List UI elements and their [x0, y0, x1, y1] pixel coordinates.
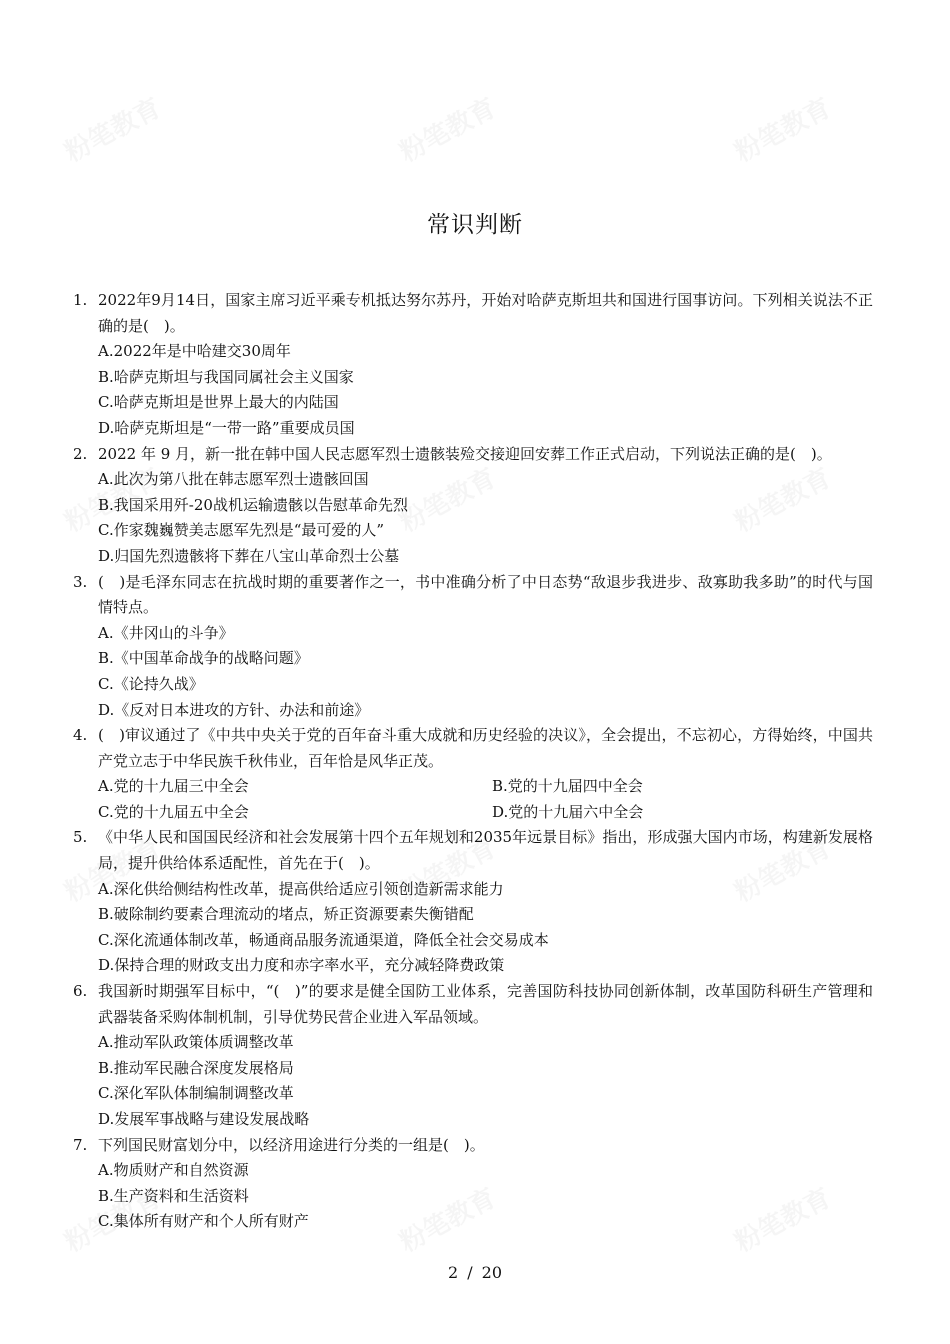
question-7 [73, 1133, 873, 1235]
question-stem [73, 442, 873, 468]
question-4 [73, 723, 873, 825]
question-text: ( )是毛泽东同志在抗战时期的重要著作之一，书中准确分析了中日态势“敌退步我进步、敌寡助我多助”的时代与国情特点。 [98, 572, 873, 617]
question-text: 《中华人民和国国民经济和社会发展第十四个五年规划和2035年远景目标》指出，形成强大国内市场，构建新发展格局，提升供给体系适配性，首先在于( )。 [98, 828, 873, 873]
option-list [73, 621, 873, 723]
option-b: B.生产资料和生活资料 [98, 1186, 249, 1205]
watermark [392, 88, 501, 170]
question-stem [73, 825, 873, 876]
option-a: A.2022年是中哈建交30周年 [98, 342, 291, 361]
option-a: A.《井冈山的斗争》 [98, 623, 234, 642]
option-c: C.集体所有财产和个人所有财产 [98, 1212, 309, 1231]
question-number: 4. [73, 726, 88, 745]
question-text: 2022 年 9 月，新一批在韩中国人民志愿军烈士遗骸装殓交接迎回安葬工作正式启动，下列说法正确的是( )。 [98, 444, 832, 463]
question-number: 6. [73, 982, 88, 1001]
question-stem [73, 979, 873, 1030]
question-text: ( )审议通过了《中共中央关于党的百年奋斗重大成就和历史经验的决议》，全会提出，不忘初心，方得始终，中国共产党立志于中华民族千秋伟业，百年恰是风华正茂。 [98, 726, 873, 770]
option-b: B.《中国革命战争的战略问题》 [98, 649, 309, 668]
question-text: 我国新时期强军目标中，“( )”的要求是健全国防工业体系，完善国防科技协同创新体制，改革国防科研生产管理和武器装备采购体制机制，引导优势民营企业进入军品领域。 [98, 982, 873, 1026]
option-a: A.物质财产和自然资源 [98, 1161, 249, 1180]
option-a: A.党的十九届三中全会 [98, 777, 249, 796]
option-a: A.深化供给侧结构性改革，提高供给适应引领创造新需求能力 [98, 879, 504, 898]
option-b: B.我国采用歼-20战机运输遗骸以告慰革命先烈 [98, 495, 408, 514]
option-c: C.哈萨克斯坦是世界上最大的内陆国 [98, 393, 339, 412]
option-list [73, 877, 873, 979]
question-stem [73, 570, 873, 621]
question-stem [73, 288, 873, 339]
question-number: 7. [73, 1135, 88, 1154]
option-list [73, 1030, 873, 1132]
question-5 [73, 825, 873, 979]
question-text: 下列国民财富划分中，以经济用途进行分类的一组是( )。 [98, 1135, 485, 1154]
question-stem [73, 1133, 873, 1159]
option-d: D.发展军事战略与建设发展战略 [98, 1110, 310, 1128]
option-list [73, 339, 873, 441]
option-d: D.《反对日本进攻的方针、办法和前途》 [98, 700, 370, 719]
option-c: C.《论持久战》 [98, 674, 204, 693]
option-b: B.破除制约要素合理流动的堵点，矫正资源要素失衡错配 [98, 905, 474, 924]
question-stem [73, 723, 873, 774]
question-number: 5. [73, 828, 88, 847]
option-b: B.党的十九届四中全会 [492, 777, 643, 796]
option-d: D.党的十九届六中全会 [492, 802, 644, 821]
option-list [73, 1158, 873, 1235]
option-a: A.推动军队政策体质调整改革 [98, 1033, 294, 1052]
watermark [57, 88, 166, 170]
option-d: D.归国先烈遗骸将下葬在八宝山革命烈士公墓 [98, 546, 400, 565]
option-c: C.作家魏巍赞美志愿军先烈是“最可爱的人” [98, 521, 385, 540]
option-c: C.深化流通体制改革，畅通商品服务流通渠道，降低全社会交易成本 [98, 930, 549, 949]
option-d: D.哈萨克斯坦是“一带一路”重要成员国 [98, 418, 355, 437]
question-1 [73, 288, 873, 442]
question-text: 2022年9月14日，国家主席习近平乘专机抵达努尔苏丹，开始对哈萨克斯坦共和国进行国事访问。下列相关说法不正确的是( )。 [98, 291, 873, 335]
option-c: C.深化军队体制编制调整改革 [98, 1084, 294, 1103]
option-a: A.此次为第八批在韩志愿军烈士遗骸回国 [98, 470, 369, 489]
option-c: C.党的十九届五中全会 [98, 802, 249, 821]
watermark [727, 88, 836, 170]
page-number: 2 / 20 [447, 1263, 503, 1282]
question-6 [73, 979, 873, 1133]
question-number: 3. [73, 572, 88, 591]
question-number: 2. [73, 444, 88, 463]
option-list [73, 774, 873, 825]
question-3 [73, 570, 873, 724]
question-list [73, 288, 873, 1235]
question-number: 1. [73, 291, 88, 309]
question-2 [73, 442, 873, 570]
option-b: B.推动军民融合深度发展格局 [98, 1058, 294, 1077]
option-b: B.哈萨克斯坦与我国同属社会主义国家 [98, 367, 354, 386]
option-list [73, 467, 873, 569]
page-title: 常识判断 [427, 212, 523, 238]
option-d: D.保持合理的财政支出力度和赤字率水平，充分减轻降费政策 [98, 956, 505, 975]
